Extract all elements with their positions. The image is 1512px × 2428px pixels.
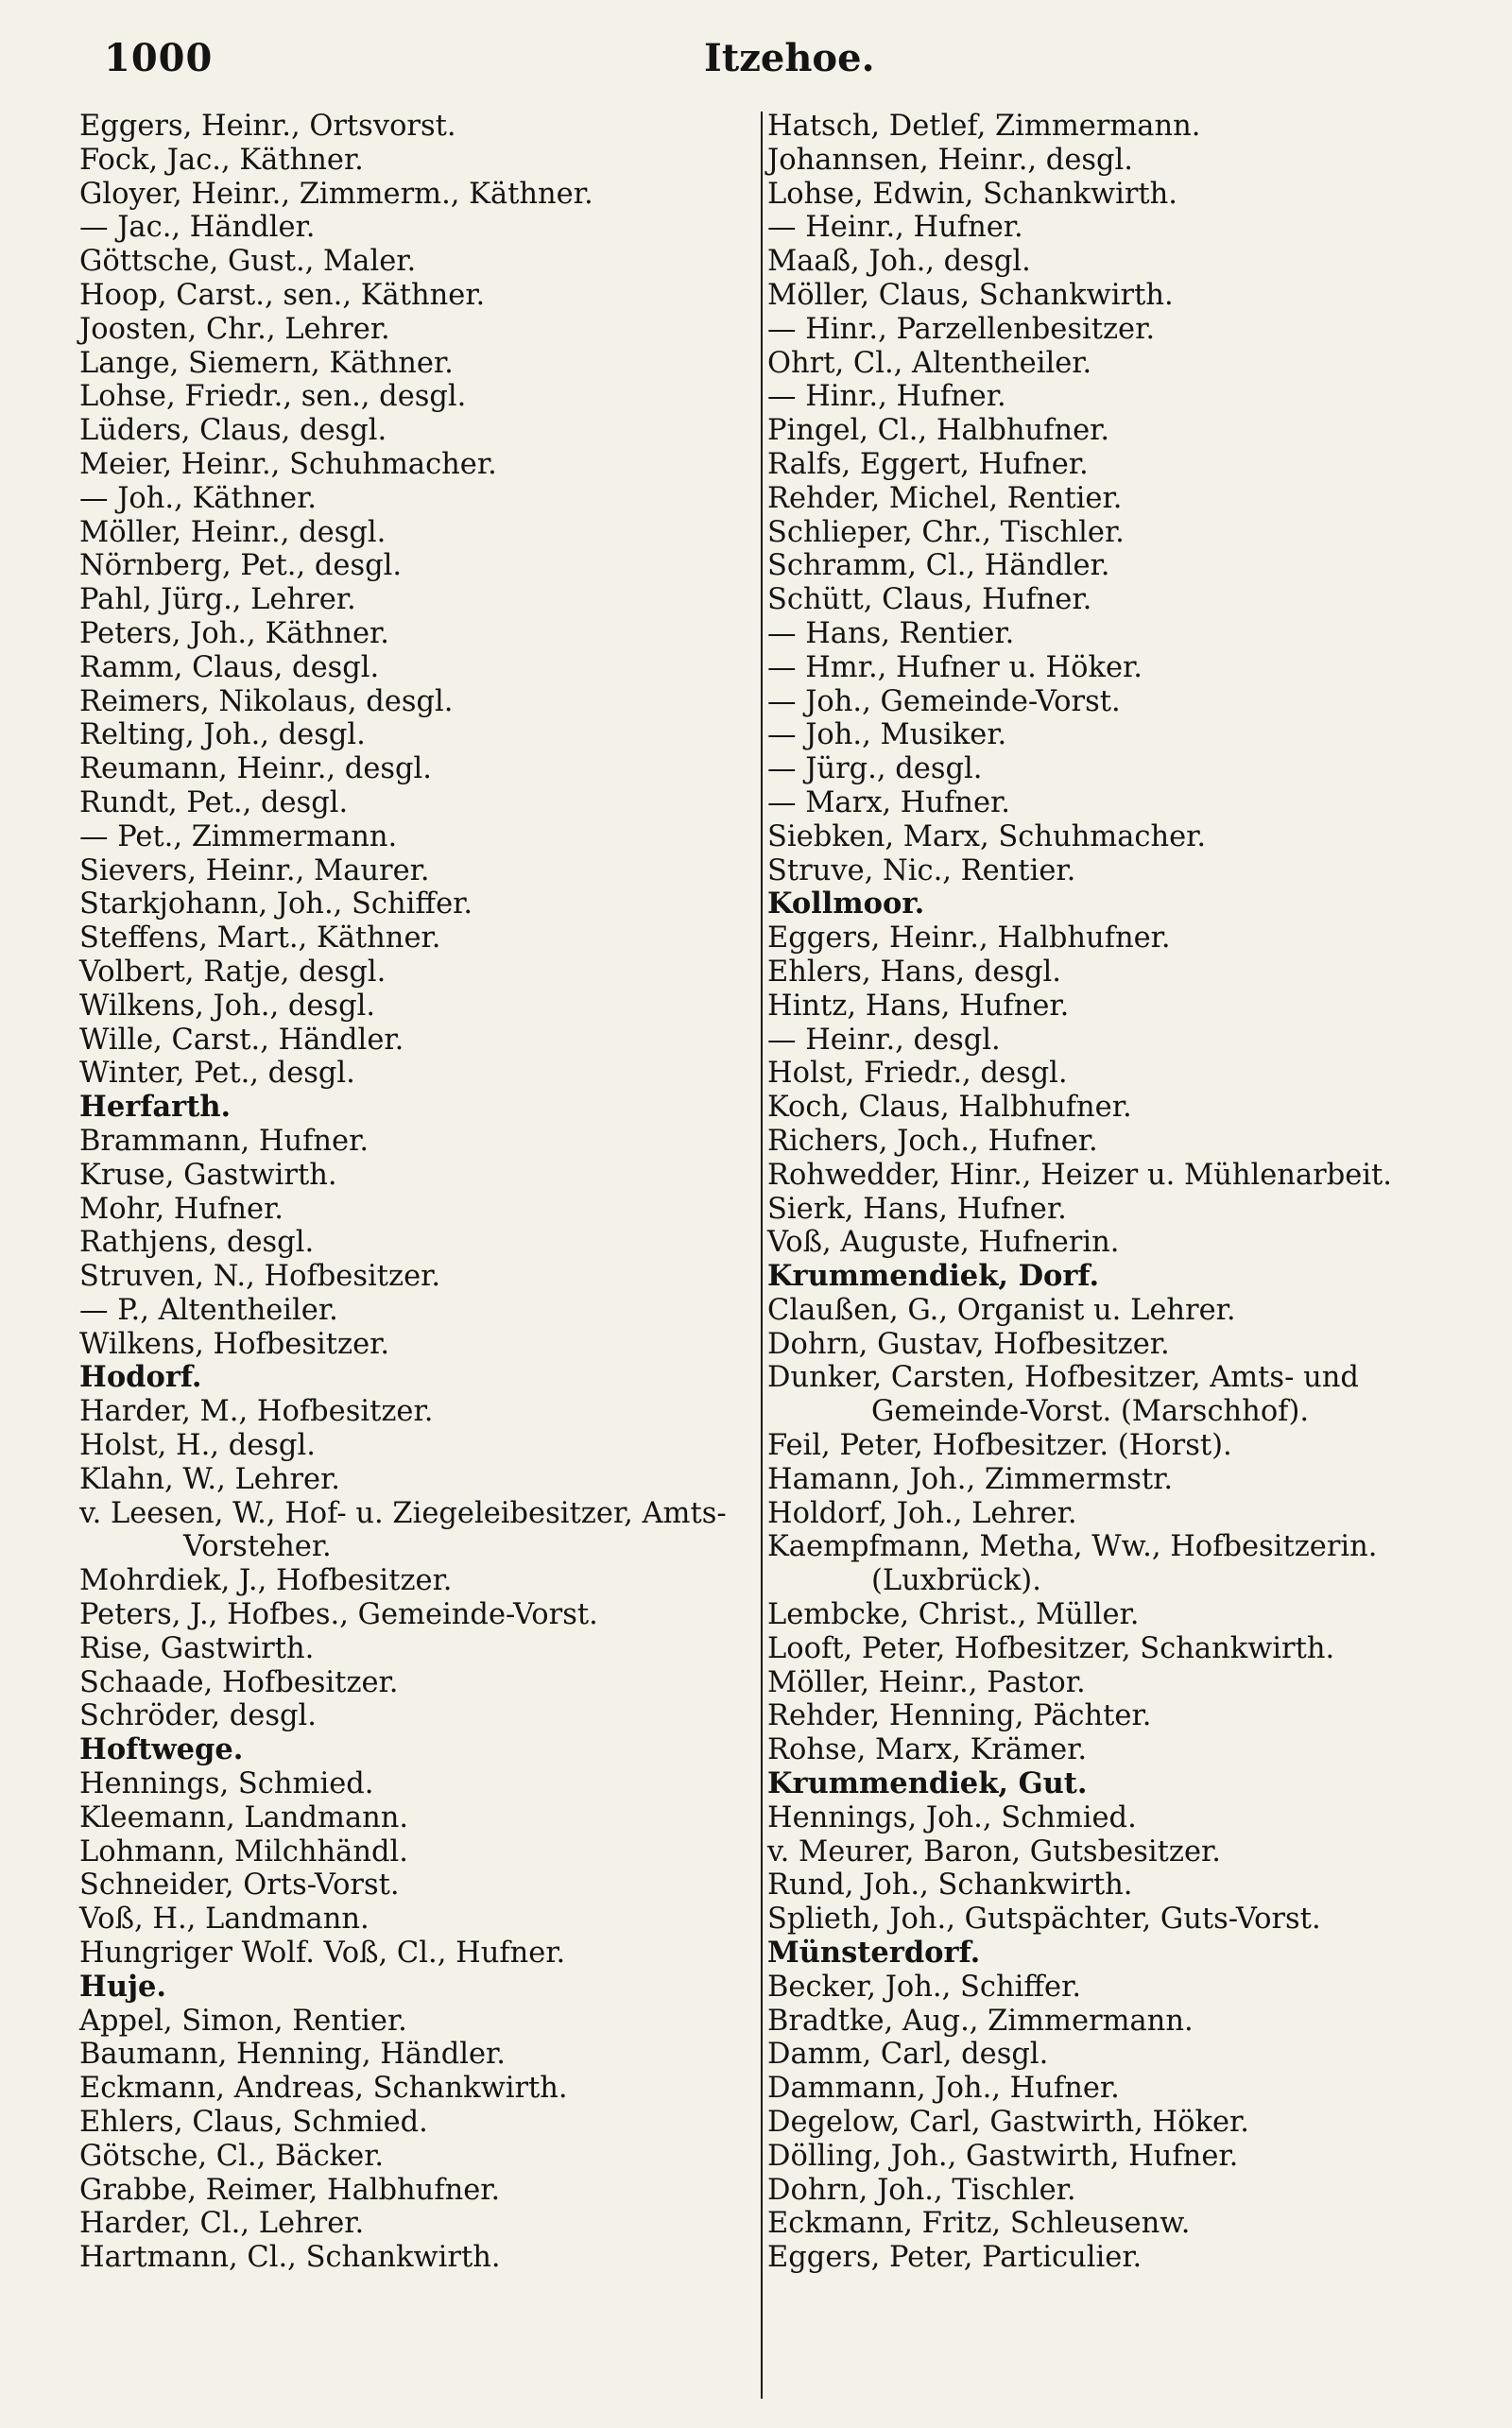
directory-entry: — Hinr., Hufner. [767, 380, 1006, 414]
directory-entry: Koch, Claus, Halbhufner. [767, 1091, 1132, 1125]
directory-entry: Fock, Jac., Käthner. [79, 143, 364, 177]
directory-entry: Wilkens, Hofbesitzer. [79, 1327, 390, 1361]
directory-entry: Kruse, Gastwirth. [79, 1158, 337, 1192]
directory-entry: Sierk, Hans, Hufner. [767, 1192, 1067, 1226]
directory-entry: v. Meurer, Baron, Gutsbesitzer. [767, 1834, 1221, 1868]
left-column [79, 110, 755, 2275]
directory-entry: Holst, H., desgl. [79, 1429, 316, 1463]
directory-entry: Harder, Cl., Lehrer. [79, 2207, 365, 2241]
directory-entry: Pahl, Jürg., Lehrer. [79, 583, 356, 617]
directory-entry: Schütt, Claus, Hufner. [767, 583, 1092, 617]
directory-entry: Hatsch, Detlef, Zimmermann. [767, 110, 1201, 143]
directory-entry: Dunker, Carsten, Hofbesitzer, Amts- und [767, 1361, 1359, 1395]
directory-entry: Rundt, Pet., desgl. [79, 785, 349, 819]
directory-entry: Voß, Auguste, Hufnerin. [767, 1226, 1120, 1260]
directory-entry: Eggers, Peter, Particulier. [767, 2241, 1143, 2275]
directory-entry: Kaempfmann, Metha, Ww., Hofbesitzerin. [767, 1530, 1378, 1564]
directory-entry: Harder, M., Hofbesitzer. [79, 1395, 434, 1429]
directory-entry: Rise, Gastwirth. [79, 1631, 315, 1665]
directory-entry: Peters, Joh., Käthner. [79, 616, 389, 650]
directory-entry: Brammann, Hufner. [79, 1124, 369, 1158]
directory-entry: Feil, Peter, Hofbesitzer. (Horst). [767, 1429, 1232, 1463]
directory-entry: Rehder, Henning, Pächter. [767, 1699, 1152, 1733]
directory-entry: Rehder, Michel, Rentier. [767, 481, 1123, 515]
directory-entry: Dölling, Joh., Gastwirth, Hufner. [767, 2139, 1239, 2173]
directory-entry: Gloyer, Heinr., Zimmerm., Käthner. [79, 177, 593, 211]
directory-entry: Meier, Heinr., Schuhmacher. [79, 447, 497, 481]
directory-entry: Schramm, Cl., Händler. [767, 549, 1110, 583]
directory-entry: Lohse, Edwin, Schankwirth. [767, 177, 1177, 211]
directory-entry: Hintz, Hans, Hufner. [767, 989, 1070, 1023]
directory-entry: Maaß, Joh., desgl. [767, 245, 1031, 279]
directory-entry: Möller, Claus, Schankwirth. [767, 278, 1174, 312]
directory-entry: Ehlers, Claus, Schmied. [79, 2106, 428, 2140]
directory-entry: Peters, J., Hofbes., Gemeinde-Vorst. [79, 1598, 598, 1632]
directory-entry: Hungriger Wolf. Voß, Cl., Hufner. [79, 1937, 566, 1971]
locality-heading: Münsterdorf. [767, 1936, 981, 1971]
directory-entry: Johannsen, Heinr., desgl. [767, 143, 1133, 177]
directory-entry: Mohrdiek, J., Hofbesitzer. [79, 1564, 453, 1598]
directory-entry: Schneider, Orts-Vorst. [79, 1868, 400, 1903]
locality-heading: Hodorf. [79, 1360, 202, 1395]
directory-entry: Sievers, Heinr., Maurer. [79, 853, 430, 887]
directory-entry: Hamann, Joh., Zimmermstr. [767, 1462, 1174, 1496]
directory-entry: — Marx, Hufner. [767, 785, 1010, 819]
entry-continuation: (Luxbrück). [871, 1564, 1041, 1598]
directory-entry: Göttsche, Gust., Maler. [79, 245, 417, 279]
directory-entry: — Heinr., desgl. [767, 1023, 1001, 1057]
locality-heading: Krummendiek, Gut. [767, 1766, 1088, 1801]
directory-entry: — Jac., Händler. [79, 211, 316, 245]
directory-entry: Möller, Heinr., desgl. [79, 515, 387, 549]
running-head: Itzehoe. [704, 36, 875, 80]
directory-entry: Hartmann, Cl., Schankwirth. [79, 2241, 501, 2275]
entry-continuation: Gemeinde-Vorst. (Marschhof). [871, 1395, 1310, 1429]
directory-entry: Richers, Joch., Hufner. [767, 1124, 1098, 1158]
directory-entry: Nörnberg, Pet., desgl. [79, 549, 403, 583]
directory-entry: Relting, Joh., desgl. [79, 718, 366, 752]
locality-heading: Krummendiek, Dorf. [767, 1259, 1100, 1294]
directory-entry: Rund, Joh., Schankwirth. [767, 1868, 1133, 1903]
directory-entry: Lange, Siemern, Käthner. [79, 346, 454, 380]
directory-entry: Hennings, Schmied. [79, 1767, 374, 1801]
directory-entry: Ohrt, Cl., Altentheiler. [767, 346, 1092, 380]
directory-entry: Becker, Joh., Schiffer. [767, 1970, 1082, 2004]
directory-entry: — Hinr., Parzellenbesitzer. [767, 312, 1156, 346]
directory-entry: Holdorf, Joh., Lehrer. [767, 1496, 1077, 1530]
directory-entry: — Hmr., Hufner u. Höker. [767, 650, 1143, 684]
directory-entry: Mohr, Hufner. [79, 1192, 284, 1226]
directory-entry: Volbert, Ratje, desgl. [79, 955, 387, 989]
directory-entry: Voß, H., Landmann. [79, 1903, 369, 1937]
directory-entry: Hennings, Joh., Schmied. [767, 1800, 1137, 1834]
directory-entry: Schlieper, Chr., Tischler. [767, 515, 1125, 549]
directory-entry: Struve, Nic., Rentier. [767, 853, 1076, 887]
directory-entry: Lüders, Claus, desgl. [79, 414, 387, 448]
directory-entry: Hoop, Carst., sen., Käthner. [79, 278, 486, 312]
directory-entry: Götsche, Cl., Bäcker. [79, 2139, 385, 2173]
directory-entry: — Heinr., Hufner. [767, 211, 1023, 245]
directory-entry: Klahn, W., Lehrer. [79, 1462, 341, 1496]
directory-entry: Eckmann, Andreas, Schankwirth. [79, 2072, 568, 2106]
directory-entry: Rohwedder, Hinr., Heizer u. Mühlenarbeit. [767, 1158, 1392, 1192]
page-number: 1000 [104, 36, 214, 80]
right-column [767, 110, 1481, 2275]
column-rule [761, 112, 763, 2399]
directory-entry: Holst, Friedr., desgl. [767, 1057, 1068, 1091]
directory-entry: Looft, Peter, Hofbesitzer, Schankwirth. [767, 1631, 1335, 1665]
directory-entry: Ehlers, Hans, desgl. [767, 955, 1062, 989]
directory-entry: Damm, Carl, desgl. [767, 2038, 1049, 2072]
directory-entry: Wille, Carst., Händler. [79, 1023, 404, 1057]
directory-entry: — Joh., Käthner. [79, 481, 317, 515]
directory-entry: Struven, N., Hofbesitzer. [79, 1260, 441, 1294]
directory-entry: Ramm, Claus, desgl. [79, 650, 380, 684]
directory-entry: v. Leesen, W., Hof- u. Ziegeleibesitzer, Amts- [79, 1496, 727, 1530]
locality-heading: Herfarth. [79, 1090, 232, 1125]
directory-entry: Winter, Pet., desgl. [79, 1057, 355, 1091]
directory-entry: Reumann, Heinr., desgl. [79, 752, 432, 786]
directory-entry: Kleemann, Landmann. [79, 1800, 409, 1834]
directory-entry: Rathjens, desgl. [79, 1226, 315, 1260]
directory-entry: Wilkens, Joh., desgl. [79, 989, 376, 1023]
directory-entry: Möller, Heinr., Pastor. [767, 1665, 1086, 1699]
directory-entry: — Joh., Gemeinde-Vorst. [767, 684, 1121, 718]
directory-entry: Ralfs, Eggert, Hufner. [767, 447, 1089, 481]
directory-entry: Siebken, Marx, Schuhmacher. [767, 819, 1207, 853]
directory-entry: — P., Altentheiler. [79, 1293, 338, 1327]
directory-entry: Grabbe, Reimer, Halbhufner. [79, 2173, 501, 2207]
directory-entry: Reimers, Nikolaus, desgl. [79, 684, 454, 718]
directory-entry: Starkjohann, Joh., Schiffer. [79, 887, 473, 921]
directory-entry: Lohmann, Milchhändl. [79, 1834, 408, 1868]
directory-entry: Appel, Simon, Rentier. [79, 2004, 407, 2038]
directory-entry: Eggers, Heinr., Halbhufner. [767, 921, 1171, 956]
directory-entry: Lembcke, Christ., Müller. [767, 1598, 1140, 1632]
directory-entry: Schaade, Hofbesitzer. [79, 1665, 399, 1699]
locality-heading: Hoftwege. [79, 1732, 244, 1767]
directory-entry: Dohrn, Gustav, Hofbesitzer. [767, 1327, 1170, 1361]
directory-entry: Eckmann, Fritz, Schleusenw. [767, 2207, 1191, 2241]
directory-entry: — Joh., Musiker. [767, 718, 1007, 752]
directory-entry: Baumann, Henning, Händler. [79, 2038, 506, 2072]
entry-continuation: Vorsteher. [183, 1530, 332, 1564]
directory-entry: — Pet., Zimmermann. [79, 819, 398, 853]
locality-heading: Huje. [79, 1969, 167, 2004]
directory-entry: Steffens, Mart., Käthner. [79, 921, 441, 956]
directory-entry: — Jürg., desgl. [767, 752, 983, 786]
directory-entry: Joosten, Chr., Lehrer. [79, 312, 390, 346]
locality-heading: Kollmoor. [767, 887, 925, 921]
directory-entry: Degelow, Carl, Gastwirth, Höker. [767, 2106, 1249, 2140]
directory-entry: Splieth, Joh., Gutspächter, Guts-Vorst. [767, 1903, 1321, 1937]
directory-entry: Dammann, Joh., Hufner. [767, 2072, 1120, 2106]
directory-entry: Eggers, Heinr., Ortsvorst. [79, 110, 456, 143]
directory-entry: Lohse, Friedr., sen., desgl. [79, 380, 467, 414]
directory-entry: Rohse, Marx, Krämer. [767, 1733, 1088, 1767]
directory-entry: Bradtke, Aug., Zimmermann. [767, 2004, 1194, 2038]
directory-entry: Schröder, desgl. [79, 1699, 317, 1733]
directory-entry: Pingel, Cl., Halbhufner. [767, 414, 1110, 448]
directory-entry: Claußen, G., Organist u. Lehrer. [767, 1293, 1236, 1327]
directory-entry: — Hans, Rentier. [767, 616, 1015, 650]
directory-entry: Dohrn, Joh., Tischler. [767, 2173, 1076, 2207]
